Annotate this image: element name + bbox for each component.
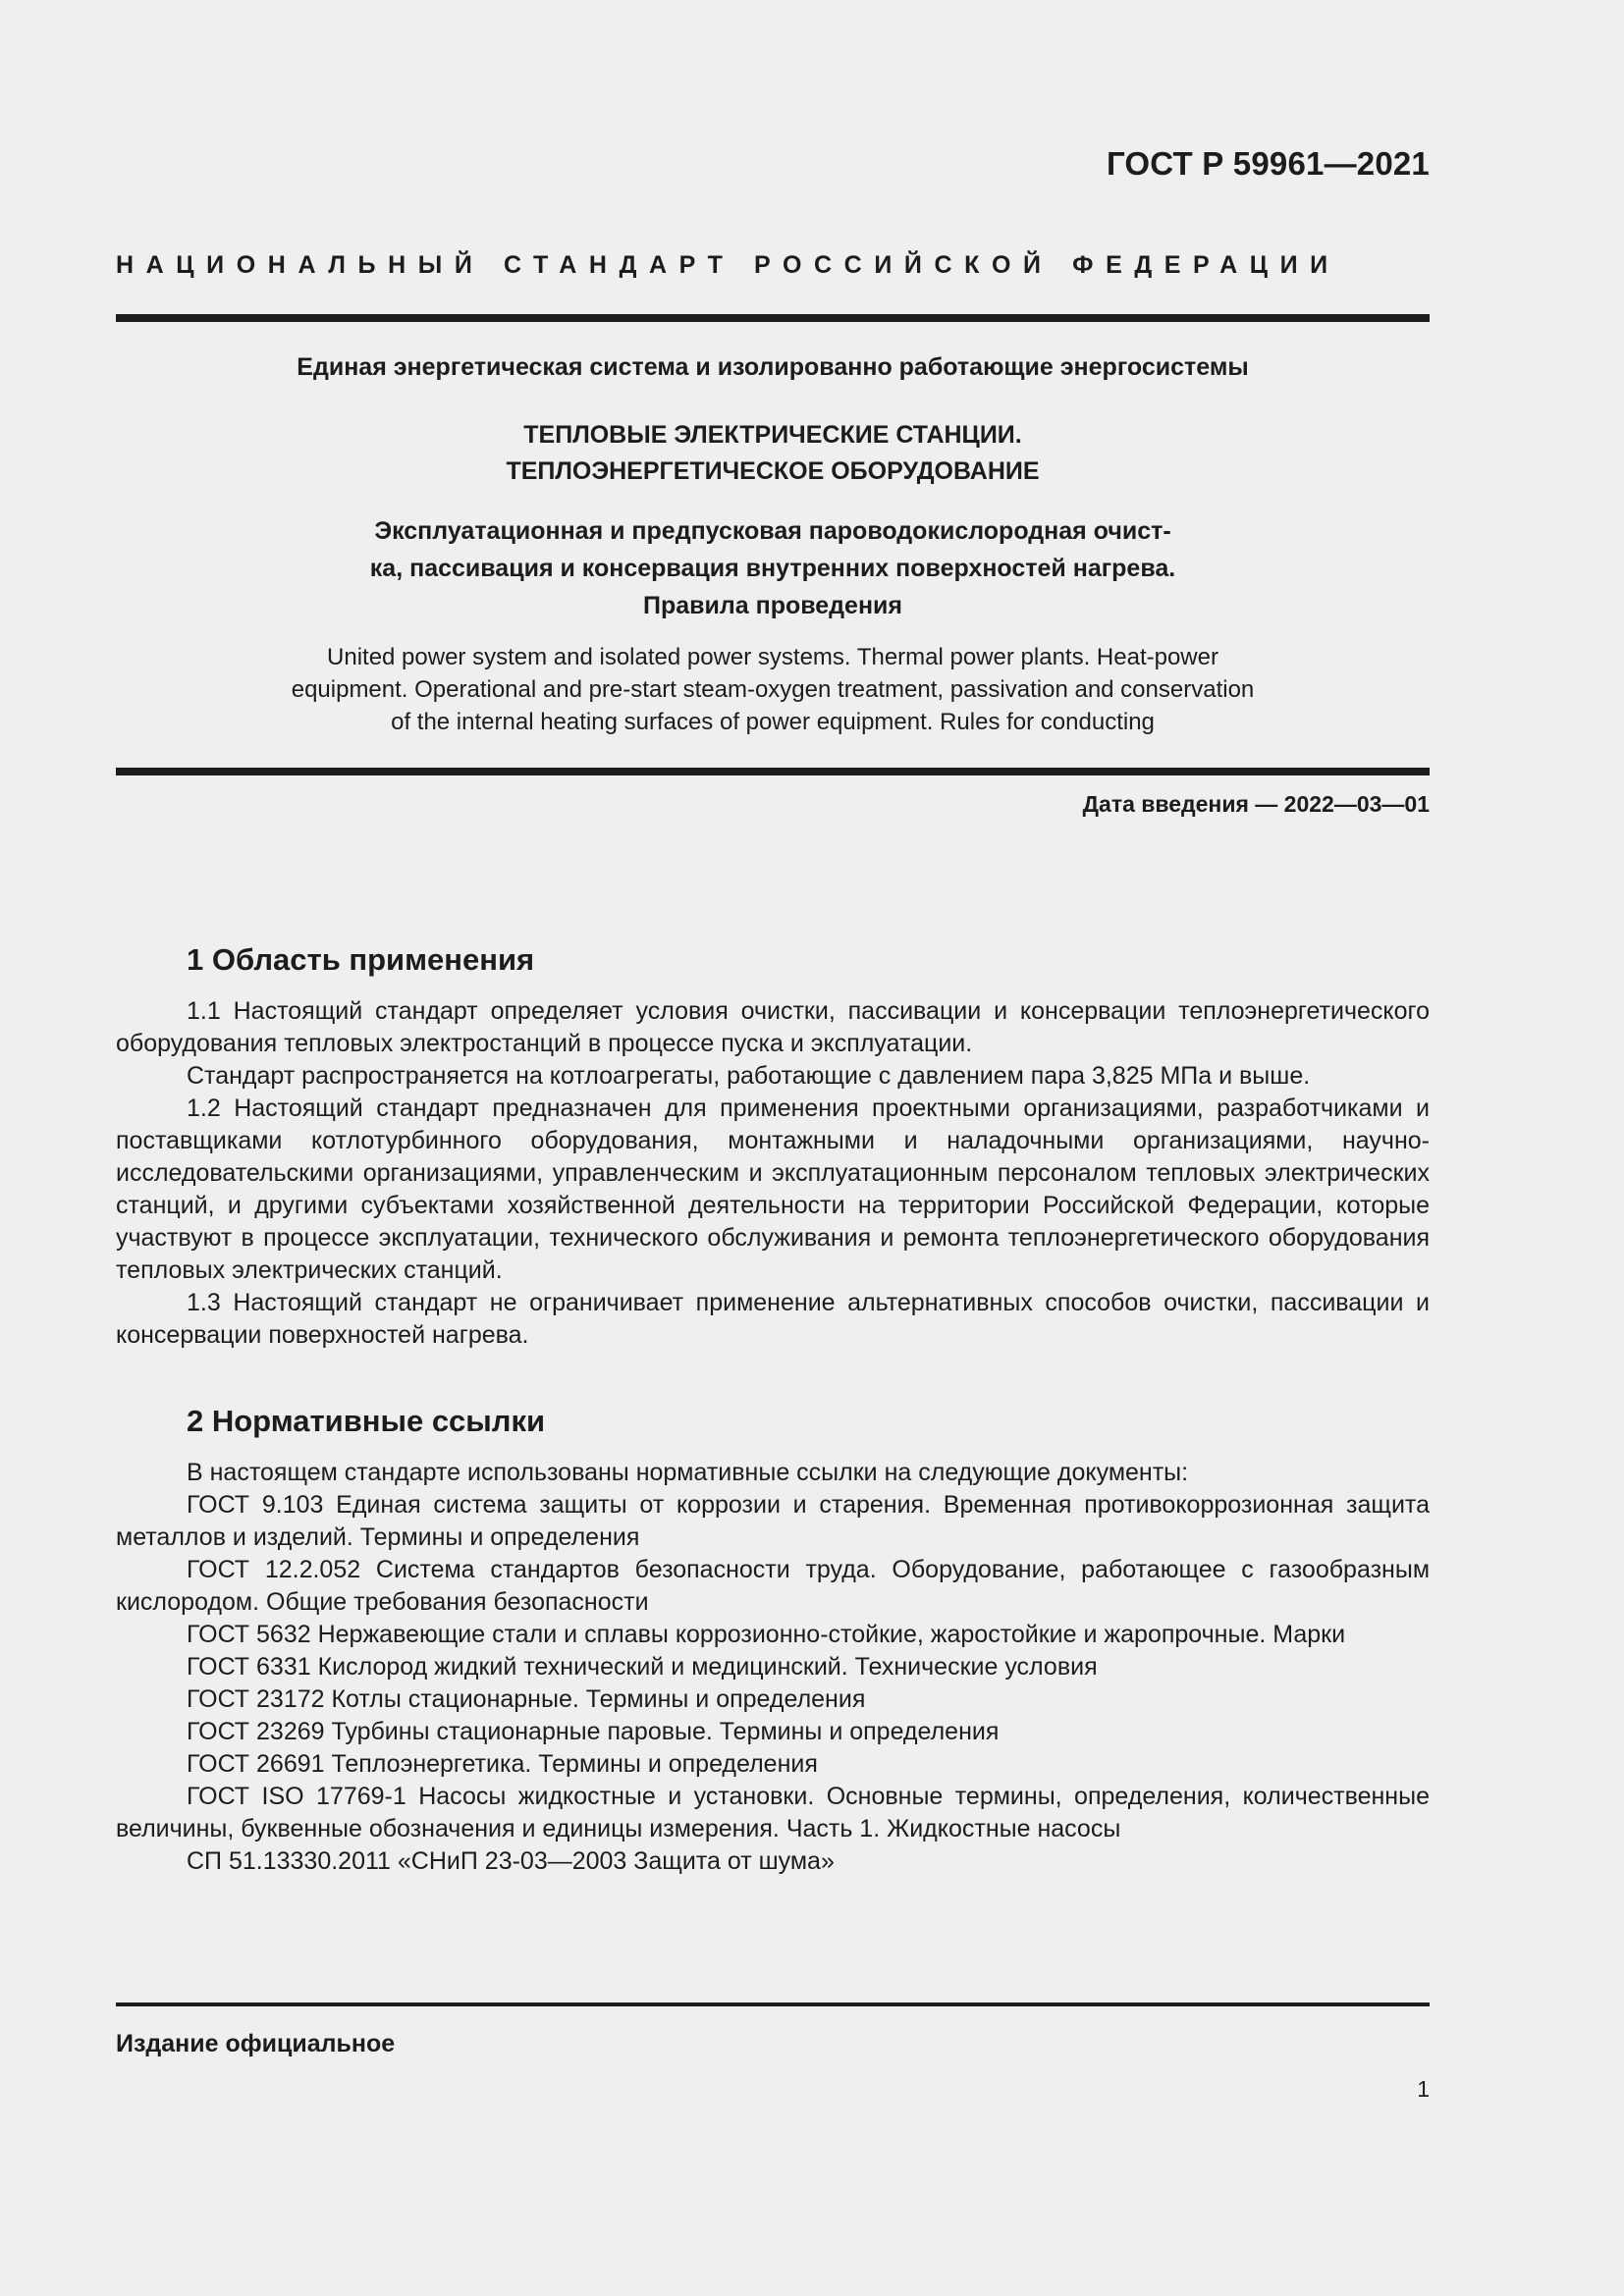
gost-code: ГОСТ Р 59961—2021	[1106, 145, 1430, 182]
national-standard-banner: НАЦИОНАЛЬНЫЙ СТАНДАРТ РОССИЙСКОЙ ФЕДЕРАЦИИ	[116, 251, 1340, 279]
reference-item: ГОСТ 12.2.052 Система стандартов безопасности труда. Оборудование, работающее с газообразным кислородом. Общие требования безопасности	[116, 1556, 1430, 1616]
english-title-line3: of the internal heating surfaces of power equipment. Rules for conducting	[391, 709, 1155, 735]
top-rule	[116, 314, 1430, 322]
scope-paragraph-1-2: 1.2 Настоящий стандарт предназначен для применения проектными организациями, разработчиками и поставщиками котлотурбинного оборудования, монтажными и наладочными организациями, научно-исследовательскими организациями, управленческим и эксплуатационным персоналом тепловых электрических станций, и другими субъектами хозяйственной деятельности на территории Российской Федерации, которые участвуют в процессе эксплуатации, технического обслуживания и ремонта теплоэнергетического оборудования тепловых электрических станций.	[116, 1095, 1430, 1284]
section-scope	[116, 940, 1430, 1352]
reference-item: ГОСТ ISO 17769-1 Насосы жидкостные и установки. Основные термины, определения, количественные величины, буквенные обозначения и единицы измерения. Часть 1. Жидкостные насосы	[116, 1783, 1430, 1842]
reference-item: ГОСТ 5632 Нержавеющие стали и сплавы коррозионно-стойкие, жаростойкие и жаропрочные. Марки	[187, 1621, 1346, 1648]
section-references	[116, 1402, 1430, 1878]
reference-item: СП 51.13330.2011 «СНиП 23-03—2003 Защита от шума»	[187, 1847, 835, 1875]
official-edition-label: Издание официальное	[116, 2030, 396, 2057]
title-main-line1: ТЕПЛОВЫЕ ЭЛЕКТРИЧЕСКИЕ СТАНЦИИ.	[523, 421, 1022, 449]
title-subject	[116, 512, 1430, 624]
english-title-line2: equipment. Operational and pre-start steam-oxygen treatment, passivation and conservation	[291, 676, 1255, 703]
scope-paragraph-coverage: Стандарт распространяется на котлоагрегаты, работающие с давлением пара 3,825 МПа и выше.	[187, 1062, 1311, 1090]
references-intro: В настоящем стандарте использованы нормативные ссылки на следующие документы:	[187, 1459, 1189, 1486]
title-bottom-rule	[116, 768, 1430, 775]
title-main	[116, 417, 1430, 490]
reference-item: ГОСТ 23269 Турбины стационарные паровые. Термины и определения	[187, 1718, 1000, 1745]
introduction-date: Дата введения — 2022—03—01	[1082, 791, 1430, 817]
scope-paragraph-1-3: 1.3 Настоящий стандарт не ограничивает применение альтернативных способов очистки, пассивации и консервации поверхностей нагрева.	[116, 1289, 1430, 1349]
reference-item: ГОСТ 6331 Кислород жидкий технический и медицинский. Технические условия	[187, 1653, 1098, 1681]
title-main-line2: ТЕПЛОЭНЕРГЕТИЧЕСКОЕ ОБОРУДОВАНИЕ	[506, 457, 1040, 485]
title-subject-line2: ка, пассивация и консервация внутренних поверхностей нагрева.	[369, 555, 1176, 582]
section-scope-heading: 1 Область применения	[187, 942, 535, 977]
reference-item: ГОСТ 26691 Теплоэнергетика. Термины и определения	[187, 1750, 818, 1778]
title-subject-line3: Правила проведения	[642, 592, 903, 619]
title-subject-line1: Эксплуатационная и предпусковая пароводокислородная очист-	[374, 517, 1171, 545]
title-system: Единая энергетическая система и изолированно работающие энергосистемы	[297, 353, 1249, 381]
footer-rule	[116, 2002, 1430, 2006]
reference-item: ГОСТ 23172 Котлы стационарные. Термины и определения	[187, 1685, 866, 1713]
reference-item: ГОСТ 9.103 Единая система защиты от коррозии и старения. Временная противокоррозионная защита металлов и изделий. Термины и определения	[116, 1491, 1430, 1551]
english-title	[116, 641, 1430, 738]
page-number: 1	[1417, 2076, 1430, 2102]
scope-paragraph-1-1: 1.1 Настоящий стандарт определяет условия очистки, пассивации и консервации теплоэнергетического оборудования тепловых электростанций в процессе пуска и эксплуатации.	[116, 997, 1430, 1057]
section-references-heading: 2 Нормативные ссылки	[187, 1404, 546, 1438]
english-title-line1: United power system and isolated power systems. Thermal power plants. Heat-power	[327, 644, 1218, 670]
